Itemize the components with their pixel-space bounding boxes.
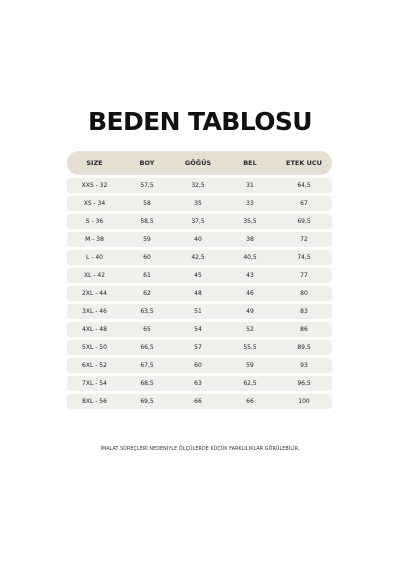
boy-cell: 57,5 xyxy=(140,182,154,189)
gogus-cell: 32,5 xyxy=(191,182,205,189)
table-row xyxy=(67,322,332,337)
gogus-cell: 48 xyxy=(194,290,202,297)
gogus-cell: 66 xyxy=(194,398,202,405)
table-row xyxy=(67,214,332,229)
gogus-cell: 35 xyxy=(194,200,202,207)
etek-ucu-cell: 69,5 xyxy=(297,218,311,225)
boy-cell: 69,5 xyxy=(140,398,154,405)
size-cell: M - 38 xyxy=(85,236,104,243)
table-row xyxy=(67,304,332,319)
etek-ucu-cell: 83 xyxy=(300,308,308,315)
bel-cell: 35,5 xyxy=(243,218,257,225)
table-body xyxy=(67,178,332,409)
etek-ucu-cell: 77 xyxy=(300,272,308,279)
boy-cell: 60 xyxy=(143,254,151,261)
etek-ucu-cell: 96,5 xyxy=(297,380,311,387)
etek-ucu-cell: 74,5 xyxy=(297,254,311,261)
gogus-cell: 40 xyxy=(194,236,202,243)
boy-cell: 67,5 xyxy=(140,362,154,369)
bel-cell: 59 xyxy=(246,362,254,369)
size-cell: XXS - 32 xyxy=(81,182,108,189)
boy-cell: 59 xyxy=(143,236,151,243)
disclaimer-note: İMALAT SÜREÇLERİ NEDENİYLE ÖLÇÜLERDE KÜÇÜK FARKLILIKLAR GÖRÜLEBİLİR. xyxy=(100,447,300,452)
bel-cell: 43 xyxy=(246,272,254,279)
size-cell: S - 36 xyxy=(85,218,104,225)
boy-cell: 66,5 xyxy=(140,344,154,351)
size-cell: XL - 42 xyxy=(83,272,106,279)
etek-ucu-cell: 67 xyxy=(300,200,308,207)
header-etek-ucu: ETEK UCU xyxy=(286,159,322,167)
table-row xyxy=(67,250,332,265)
size-cell: 2XL - 44 xyxy=(82,290,107,297)
table-row xyxy=(67,286,332,301)
header-bel: BEL xyxy=(243,159,257,167)
gogus-cell: 37,5 xyxy=(191,218,205,225)
bel-cell: 46 xyxy=(246,290,254,297)
table-header xyxy=(67,151,332,175)
etek-ucu-cell: 64,5 xyxy=(297,182,311,189)
size-cell: 8XL - 56 xyxy=(82,398,107,405)
table-row xyxy=(67,376,332,391)
bel-cell: 55,5 xyxy=(243,344,257,351)
table-row xyxy=(67,358,332,373)
gogus-cell: 42,5 xyxy=(191,254,205,261)
gogus-cell: 45 xyxy=(194,272,202,279)
boy-cell: 65 xyxy=(143,326,151,333)
bel-cell: 38 xyxy=(246,236,254,243)
header-gogus: GÖĞÜS xyxy=(184,159,212,167)
size-cell: 7XL - 54 xyxy=(82,380,107,387)
table-row xyxy=(67,178,332,193)
bel-cell: 52 xyxy=(246,326,254,333)
etek-ucu-cell: 72 xyxy=(300,236,308,243)
bel-cell: 62,5 xyxy=(243,380,257,387)
gogus-cell: 57 xyxy=(194,344,202,351)
etek-ucu-cell: 86 xyxy=(300,326,308,333)
size-cell: 3XL - 46 xyxy=(82,308,107,315)
boy-cell: 63,5 xyxy=(140,308,154,315)
size-cell: XS - 34 xyxy=(83,200,106,207)
size-cell: 4XL - 48 xyxy=(82,326,107,333)
bel-cell: 33 xyxy=(246,200,254,207)
etek-ucu-cell: 80 xyxy=(300,290,308,297)
gogus-cell: 60 xyxy=(194,362,202,369)
page-title: BEDEN TABLOSU xyxy=(88,107,312,136)
bel-cell: 31 xyxy=(246,182,254,189)
boy-cell: 58,5 xyxy=(140,218,154,225)
gogus-cell: 51 xyxy=(194,308,202,315)
boy-cell: 62 xyxy=(143,290,151,297)
bel-cell: 40,5 xyxy=(243,254,257,261)
table-row xyxy=(67,394,332,409)
size-table xyxy=(67,151,332,409)
bel-cell: 66 xyxy=(246,398,254,405)
size-cell: 5XL - 50 xyxy=(82,344,107,351)
size-cell: L - 40 xyxy=(86,254,103,261)
table-row xyxy=(67,340,332,355)
header-size: SIZE xyxy=(86,159,103,167)
table-row xyxy=(67,232,332,247)
etek-ucu-cell: 89,5 xyxy=(297,344,311,351)
bel-cell: 49 xyxy=(246,308,254,315)
table-row xyxy=(67,196,332,211)
etek-ucu-cell: 100 xyxy=(298,398,310,405)
size-cell: 6XL - 52 xyxy=(82,362,107,369)
boy-cell: 68,5 xyxy=(140,380,154,387)
header-boy: BOY xyxy=(139,159,155,167)
gogus-cell: 54 xyxy=(194,326,202,333)
boy-cell: 61 xyxy=(143,272,151,279)
boy-cell: 58 xyxy=(143,200,151,207)
etek-ucu-cell: 93 xyxy=(300,362,308,369)
gogus-cell: 63 xyxy=(194,380,202,387)
table-row xyxy=(67,268,332,283)
